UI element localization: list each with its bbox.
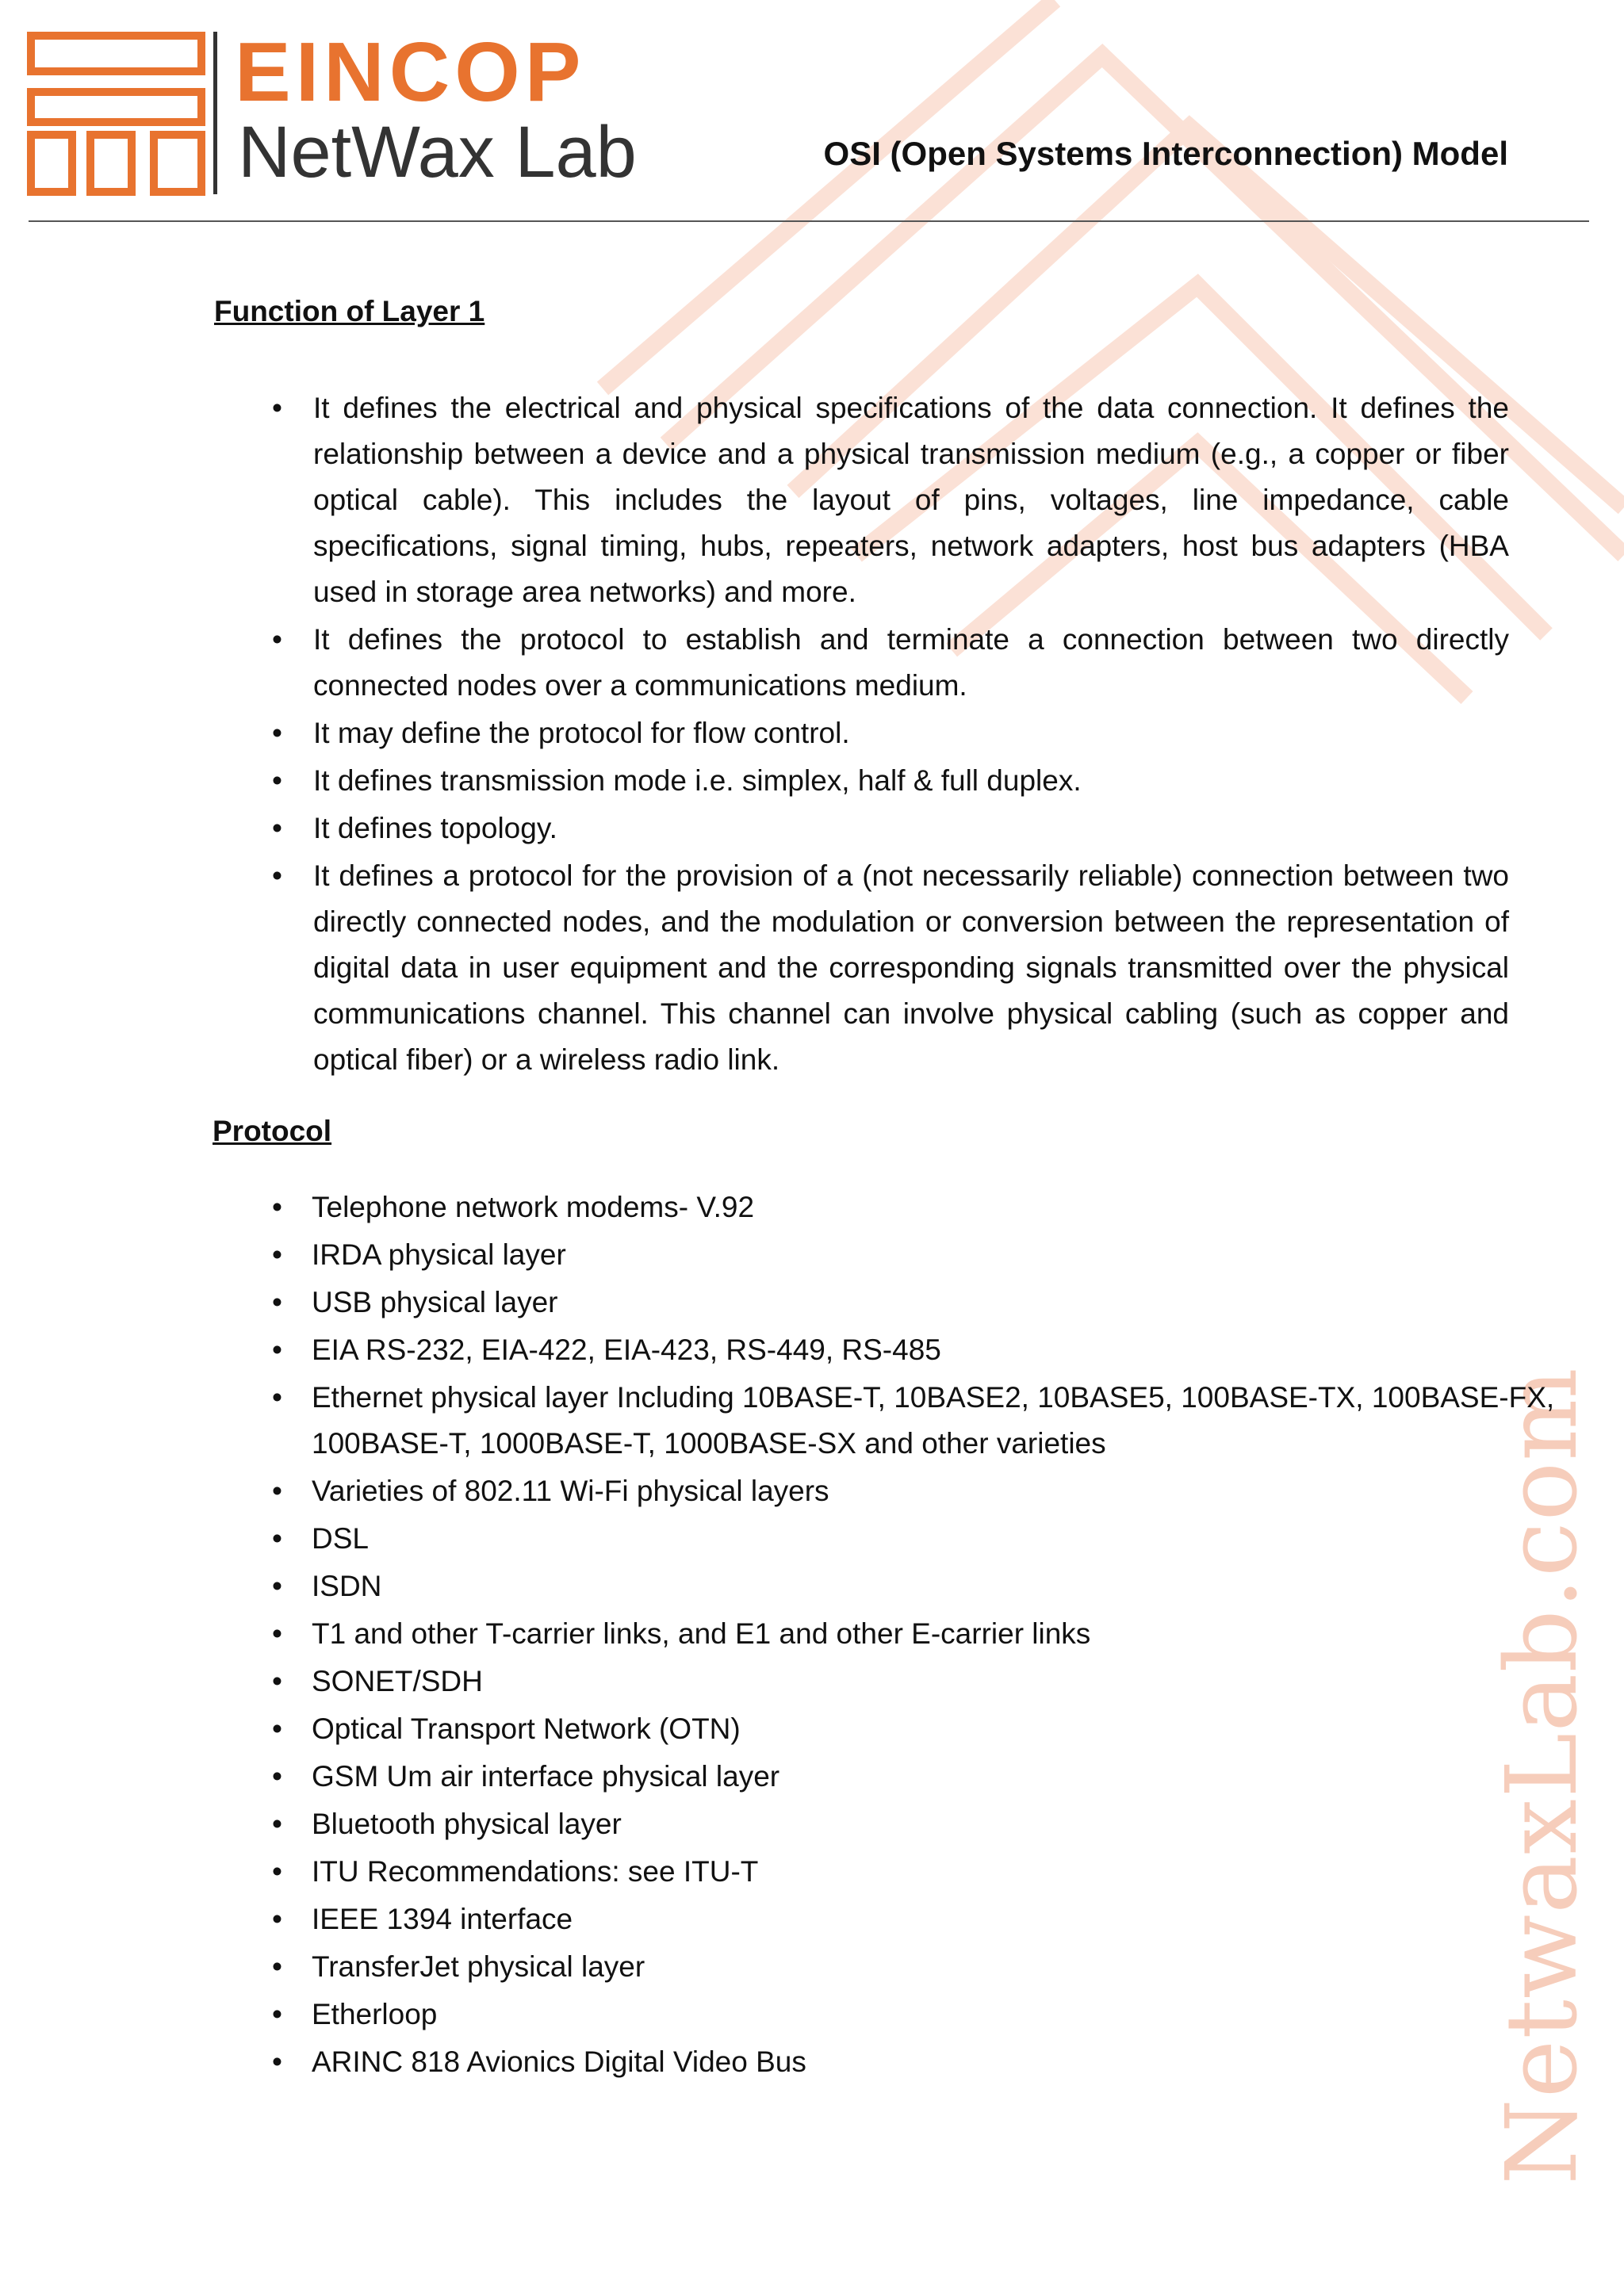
list-item (272, 1896, 1596, 1942)
list-item-text: IEEE 1394 interface (312, 1903, 573, 1935)
list-item (272, 806, 1509, 851)
list-item (272, 1516, 1596, 1562)
list-item-text: It defines the protocol to establish and terminate a connection between two directly connected nodes over a communications medium. (313, 623, 1509, 702)
watermark-text: NetwaxLab.com (1485, 1367, 1599, 2185)
list-item-text: ISDN (312, 1570, 382, 1602)
bullet-icon: • (272, 1191, 282, 1223)
bullet-icon: • (272, 812, 282, 844)
bullet-icon: • (272, 623, 282, 656)
document-title: OSI (Open Systems Interconnection) Model (823, 135, 1508, 172)
bullet-icon: • (272, 764, 282, 797)
brand-name: EINCOP (235, 25, 586, 119)
list-item (272, 1184, 1596, 1230)
list-item-text: DSL (312, 1522, 369, 1555)
bullet-icon: • (272, 1381, 282, 1414)
bullet-icon: • (272, 2045, 282, 2078)
bullet-icon: • (272, 1570, 282, 1602)
bullet-icon: • (272, 859, 282, 892)
list-item (272, 617, 1509, 709)
function-heading: Function of Layer 1 (214, 295, 485, 327)
list-item (272, 2039, 1596, 2085)
list-item-text: USB physical layer (312, 1286, 558, 1318)
bullet-icon: • (272, 1760, 282, 1793)
list-item (272, 1327, 1596, 1373)
list-item (272, 1801, 1596, 1847)
list-item-text: SONET/SDH (312, 1665, 483, 1697)
bullet-icon: • (272, 1475, 282, 1507)
list-item-text: Bluetooth physical layer (312, 1808, 622, 1840)
bullet-icon: • (272, 1238, 282, 1271)
brand-subtitle: NetWax Lab (238, 112, 637, 193)
list-item-text: Varieties of 802.11 Wi-Fi physical layers (312, 1475, 829, 1507)
bullet-icon: • (272, 1334, 282, 1366)
list-item (272, 385, 1509, 615)
bullet-icon: • (272, 1522, 282, 1555)
list-item (272, 1375, 1596, 1467)
list-item-text: GSM Um air interface physical layer (312, 1760, 780, 1793)
list-item (272, 1754, 1596, 1800)
list-item-text: It may define the protocol for flow control. (313, 717, 850, 749)
list-item-text: ARINC 818 Avionics Digital Video Bus (312, 2045, 806, 2078)
list-item-text: It defines topology. (313, 812, 557, 844)
list-item (272, 1944, 1596, 1990)
list-item (272, 1611, 1596, 1657)
list-item-text: It defines a protocol for the provision of a (not necessarily reliable) connection between two directly connected nodes, and the modulation or conversion between the representation of digital data in user equipment and the corresponding signals transmitted over the physical communications channel. This channel can involve physical cabling (such as copper and optical fiber) or a wireless radio link. (313, 859, 1509, 1076)
list-item (272, 1659, 1596, 1705)
list-item (272, 1563, 1596, 1609)
bullet-icon: • (272, 392, 282, 424)
list-item-text: ITU Recommendations: see ITU-T (312, 1855, 759, 1888)
bullet-icon: • (272, 1286, 282, 1318)
list-item-text: Telephone network modems- V.92 (312, 1191, 755, 1223)
function-list (272, 385, 1509, 1085)
list-item (272, 1280, 1596, 1326)
list-item (272, 1232, 1596, 1278)
protocol-list (272, 1184, 1596, 2087)
bullet-icon: • (272, 1903, 282, 1935)
list-item (272, 1849, 1596, 1895)
list-item-text: It defines the electrical and physical specifications of the data connection. It defines the relationship between a device and a physical transmission medium (e.g., a copper or fiber optical cable). This includes the layout of pins, voltages, line impedance, cable specifications, signal timing, hubs, repeaters, network adapters, host bus adapters (HBA used in storage area networks) and more. (313, 392, 1509, 608)
bullet-icon: • (272, 1712, 282, 1745)
list-item (272, 1992, 1596, 2038)
list-item-text: Optical Transport Network (OTN) (312, 1712, 741, 1745)
list-item (272, 710, 1509, 756)
bullet-icon: • (272, 1665, 282, 1697)
bullet-icon: • (272, 1808, 282, 1840)
bullet-icon: • (272, 1950, 282, 1983)
list-item-text: T1 and other T-carrier links, and E1 and other E-carrier links (312, 1617, 1091, 1650)
list-item-text: Etherloop (312, 1998, 438, 2030)
list-item-text: IRDA physical layer (312, 1238, 566, 1271)
list-item (272, 1706, 1596, 1752)
list-item (272, 758, 1509, 804)
list-item (272, 1468, 1596, 1514)
list-item-text: It defines transmission mode i.e. simplex, half & full duplex. (313, 764, 1082, 797)
bullet-icon: • (272, 1998, 282, 2030)
list-item-text: Ethernet physical layer Including 10BASE-T, 10BASE2, 10BASE5, 100BASE-TX, 100BASE-FX, 100BASE-T, 1000BASE-T, 1000BASE-SX and other varieties (312, 1381, 1555, 1460)
bullet-icon: • (272, 1617, 282, 1650)
protocol-heading: Protocol (213, 1115, 332, 1147)
bullet-icon: • (272, 1855, 282, 1888)
list-item (272, 853, 1509, 1083)
list-item-text: EIA RS-232, EIA-422, EIA-423, RS-449, RS-485 (312, 1334, 941, 1366)
eincop-logo-icon (27, 32, 217, 198)
page-header (0, 0, 1624, 230)
header-divider (29, 220, 1589, 222)
list-item-text: TransferJet physical layer (312, 1950, 645, 1983)
bullet-icon: • (272, 717, 282, 749)
